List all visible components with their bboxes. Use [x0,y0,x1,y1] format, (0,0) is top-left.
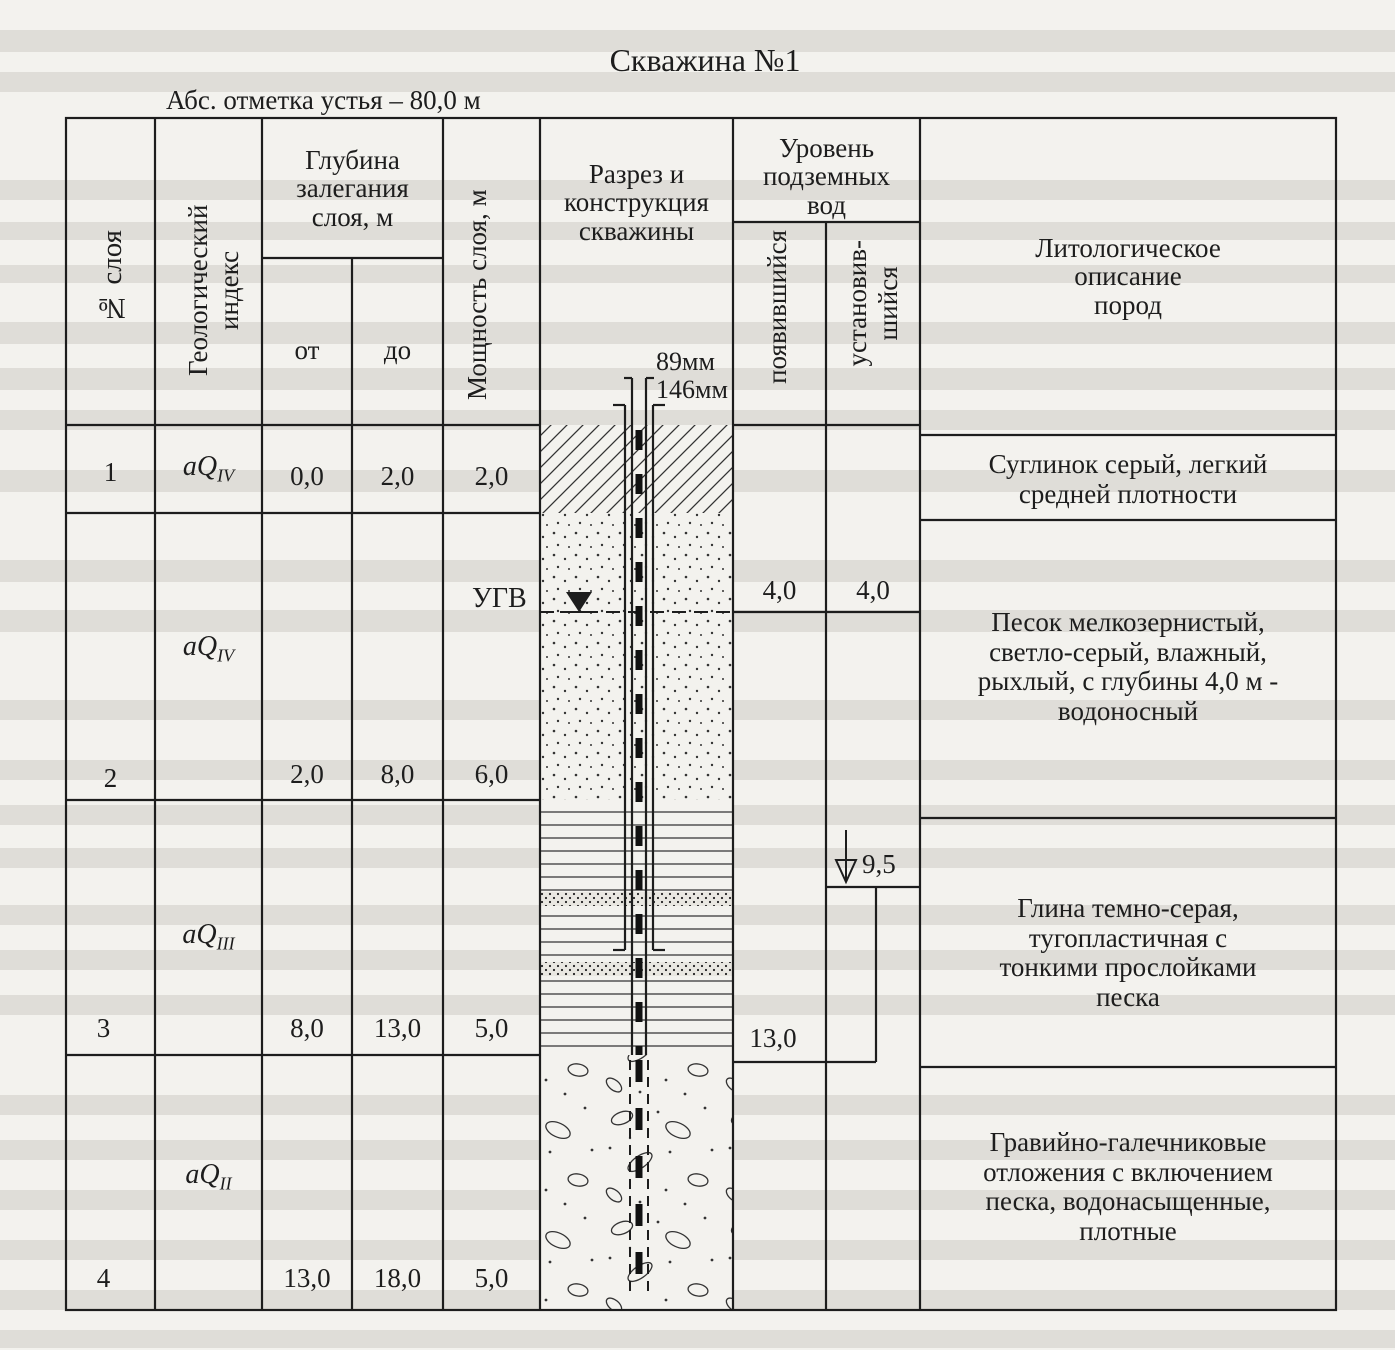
header-thickness: Мощность слоя, м [462,189,492,401]
header-lithology-line: пород [1094,289,1162,320]
layer-4-no: 4 [96,1263,111,1293]
layer-4-description-line: Гравийно-галечниковые [989,1127,1267,1157]
header-section [540,160,733,245]
layer-3-description-line: тонкими прослойками [999,952,1257,983]
wellhead-elevation: Абс. отметка устья – 80,0 м [166,85,481,115]
layer-4-description-line: плотные [1079,1216,1177,1247]
layer-3-no: 3 [96,1013,111,1043]
layer-3-description-line: тугопластичная с [1028,922,1228,953]
header-depth-line: слоя, м [311,201,394,232]
layer-1-index [155,452,262,485]
layer-3-index [155,920,262,953]
header-gw-appeared: появившийся [762,230,792,384]
header-gw-established [842,240,904,366]
header-section-line: скважины [578,215,695,246]
layer-1-to: 2,0 [380,461,415,491]
header-gw-established-line: установив- [842,240,872,367]
header-lithology-line: Литологическое [1035,233,1221,263]
gw-level1-appeared: 4,0 [762,575,797,605]
header-depth-from: от [294,335,320,365]
layer-1-description [920,450,1336,509]
layer-2-description-line: светло-серый, влажный, [989,636,1267,667]
layer-2-to: 8,0 [380,759,415,789]
layer-4-index-main: aQ [185,1159,220,1190]
header-lithology [920,234,1336,319]
header-gw-established-line: шийся [873,266,904,341]
layer-2-index-sub: IV [217,645,235,666]
layer-1-no: 1 [103,457,118,487]
layer-1-description-line: средней плотности [1018,478,1238,509]
header-lithology-line: описание [1074,261,1182,292]
header-depth-line: залегания [296,173,409,204]
header-depth-line: Глубина [305,145,400,175]
diagram-title: Скважина №1 [609,42,801,78]
layer-4-to: 18,0 [373,1263,422,1293]
layer-3-description [920,894,1336,1013]
layer-4-thickness: 5,0 [474,1263,509,1293]
layer-4-from: 13,0 [283,1263,331,1293]
header-groundwater-line: вод [806,189,847,220]
layer-2-thickness: 6,0 [474,759,509,789]
casing-inner-label: 89мм [656,347,715,376]
header-groundwater-line: Уровень [778,133,875,163]
layer-3-to: 13,0 [373,1013,422,1043]
layer-3-thickness: 5,0 [474,1013,509,1043]
gw-level2-established: 9,5 [862,849,896,879]
layer-4-index [155,1160,262,1193]
layer-4-description [920,1128,1336,1247]
layer-3-description-line: песка [1096,982,1160,1013]
layer-1-description-line: Суглинок серый, легкий [988,449,1268,479]
gw-level2-appeared: 13,0 [749,1023,797,1053]
layer-2-no: 2 [103,763,118,793]
layer-2-description-line: Песок мелкозернистый, [991,607,1265,637]
header-groundwater-line: подземных [762,161,891,192]
layer-1-from: 0,0 [290,461,324,491]
layer-1-index-main: aQ [182,451,218,482]
layer-3-index-main: aQ [182,919,217,950]
header-geo-index: Геологический индекс [183,204,245,376]
casing-outer-label: 146мм [656,375,728,404]
layer-2-from: 2,0 [290,759,324,789]
layer-2-index [155,632,262,665]
layer-2-index-main: aQ [182,631,218,662]
layer-4-index-sub: II [219,1173,232,1194]
header-groundwater [733,134,920,219]
header-depth [262,146,443,231]
layer-3-description-line: Глина темно-серая, [1017,893,1239,923]
layer-3-from: 8,0 [290,1013,324,1043]
layer-2-description-line: водоносный [1057,696,1199,727]
layer-3-index-sub: III [216,933,235,954]
layer-4-description-line: отложения с включением [983,1156,1273,1187]
gw-level1-established: 4,0 [856,575,890,605]
header-depth-to: до [383,335,412,365]
layer-1-index-sub: IV [217,465,235,486]
layer-4-description-line: песка, водонасыщенные, [985,1186,1271,1217]
header-section-line: конструкция [564,187,709,218]
layer-2-description-line: рыхлый, с глубины 4,0 м - [977,666,1279,697]
layer-2-description [920,608,1336,727]
header-section-line: Разрез и [588,159,685,189]
ugv-label: УГВ [472,583,527,614]
header-layer-no: № слоя [96,230,128,324]
layer-1-thickness: 2,0 [474,461,509,491]
